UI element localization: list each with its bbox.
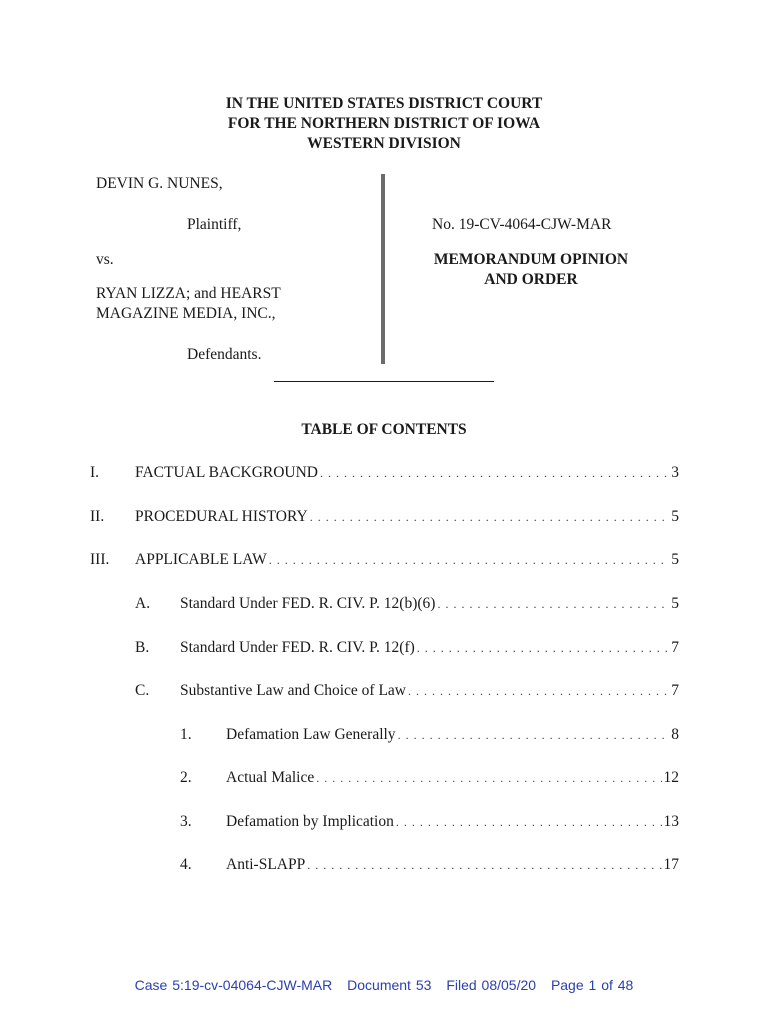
toc-entry-number: II. [90, 508, 105, 525]
toc-entry-page: 13 [663, 813, 679, 830]
toc-entry[interactable] [90, 551, 679, 569]
court-header [0, 94, 768, 154]
toc-entry-page: 5 [671, 595, 679, 612]
toc-entry[interactable] [135, 639, 679, 657]
toc-entry-number: III. [90, 551, 110, 568]
toc-entry-page: 5 [671, 508, 679, 525]
toc-entry-label: Standard Under FED. R. CIV. P. 12(f) [180, 639, 415, 656]
filing-case-number: Case 5:19-cv-04064-CJW-MAR [134, 977, 333, 993]
toc-entry-label: Substantive Law and Choice of Law [180, 682, 406, 699]
toc-leader-dots [408, 684, 669, 699]
defendant-name-line-1: RYAN LIZZA; and HEARST [96, 285, 281, 302]
court-header-line-1: IN THE UNITED STATES DISTRICT COURT [225, 95, 543, 112]
toc-entry-number: 2. [180, 769, 192, 786]
toc-entry-label: APPLICABLE LAW [135, 551, 267, 568]
defendant-name-line-2: MAGAZINE MEDIA, INC., [96, 305, 276, 322]
filing-date: Filed 08/05/20 [446, 977, 537, 993]
toc-entry[interactable] [180, 726, 679, 744]
document-title [420, 250, 642, 290]
toc-entry[interactable] [180, 813, 679, 831]
toc-entry[interactable] [135, 595, 679, 613]
toc-leader-dots [396, 815, 662, 830]
toc-entry-number: B. [135, 639, 150, 656]
toc-leader-dots [310, 510, 670, 525]
toc-leader-dots [320, 466, 669, 481]
toc-entry-number: 4. [180, 856, 192, 873]
toc-leader-dots [269, 553, 669, 568]
document-title-line-2: AND ORDER [484, 271, 578, 288]
toc-entry-label: Defamation by Implication [226, 813, 394, 830]
filing-stamp [0, 977, 768, 993]
toc-entry-number: C. [135, 682, 150, 699]
toc-entry-page: 3 [671, 464, 679, 481]
toc-entry[interactable] [180, 769, 679, 787]
toc-entry-page: 17 [663, 856, 679, 873]
toc-entry-page: 5 [671, 551, 679, 568]
toc-title: TABLE OF CONTENTS [301, 421, 467, 438]
caption-rule [274, 381, 494, 382]
toc-entry-page: 7 [671, 682, 679, 699]
toc-entry[interactable] [135, 682, 679, 700]
toc-entry-page: 12 [663, 769, 679, 786]
caption-divider [381, 174, 385, 364]
toc-entry-number: I. [90, 464, 100, 481]
filing-document-number: Document 53 [347, 977, 432, 993]
toc-entry-label: Actual Malice [226, 769, 315, 786]
toc-entry[interactable] [90, 508, 679, 526]
toc-entry-label: Anti-SLAPP [226, 856, 306, 873]
toc-leader-dots [417, 641, 669, 656]
toc-leader-dots [398, 728, 670, 743]
toc-leader-dots [437, 597, 669, 612]
toc-entry-label: PROCEDURAL HISTORY [135, 508, 308, 525]
toc-entry-label: Standard Under FED. R. CIV. P. 12(b)(6) [180, 595, 436, 612]
toc-entry-page: 8 [671, 726, 679, 743]
toc-entry-number: 1. [180, 726, 192, 743]
plaintiff-name: DEVIN G. NUNES, [96, 175, 223, 192]
plaintiff-role: Plaintiff, [187, 216, 242, 233]
toc-entry[interactable] [180, 856, 679, 874]
toc-leader-dots [316, 771, 661, 786]
court-header-line-3: WESTERN DIVISION [307, 135, 461, 152]
defendant-role: Defendants. [187, 346, 262, 363]
toc-entry-label: FACTUAL BACKGROUND [135, 464, 318, 481]
case-number: No. 19-CV-4064-CJW-MAR [432, 216, 612, 233]
toc-entry-number: 3. [180, 813, 192, 830]
court-header-line-2: FOR THE NORTHERN DISTRICT OF IOWA [227, 115, 541, 132]
toc-entry-number: A. [135, 595, 151, 612]
versus-label: vs. [96, 251, 114, 268]
toc-entry-label: Defamation Law Generally [226, 726, 396, 743]
document-title-line-1: MEMORANDUM OPINION [433, 251, 629, 268]
toc-entry-page: 7 [671, 639, 679, 656]
toc-leader-dots [307, 858, 661, 873]
toc-entry[interactable] [90, 464, 679, 482]
filing-page-count: Page 1 of 48 [550, 977, 634, 993]
